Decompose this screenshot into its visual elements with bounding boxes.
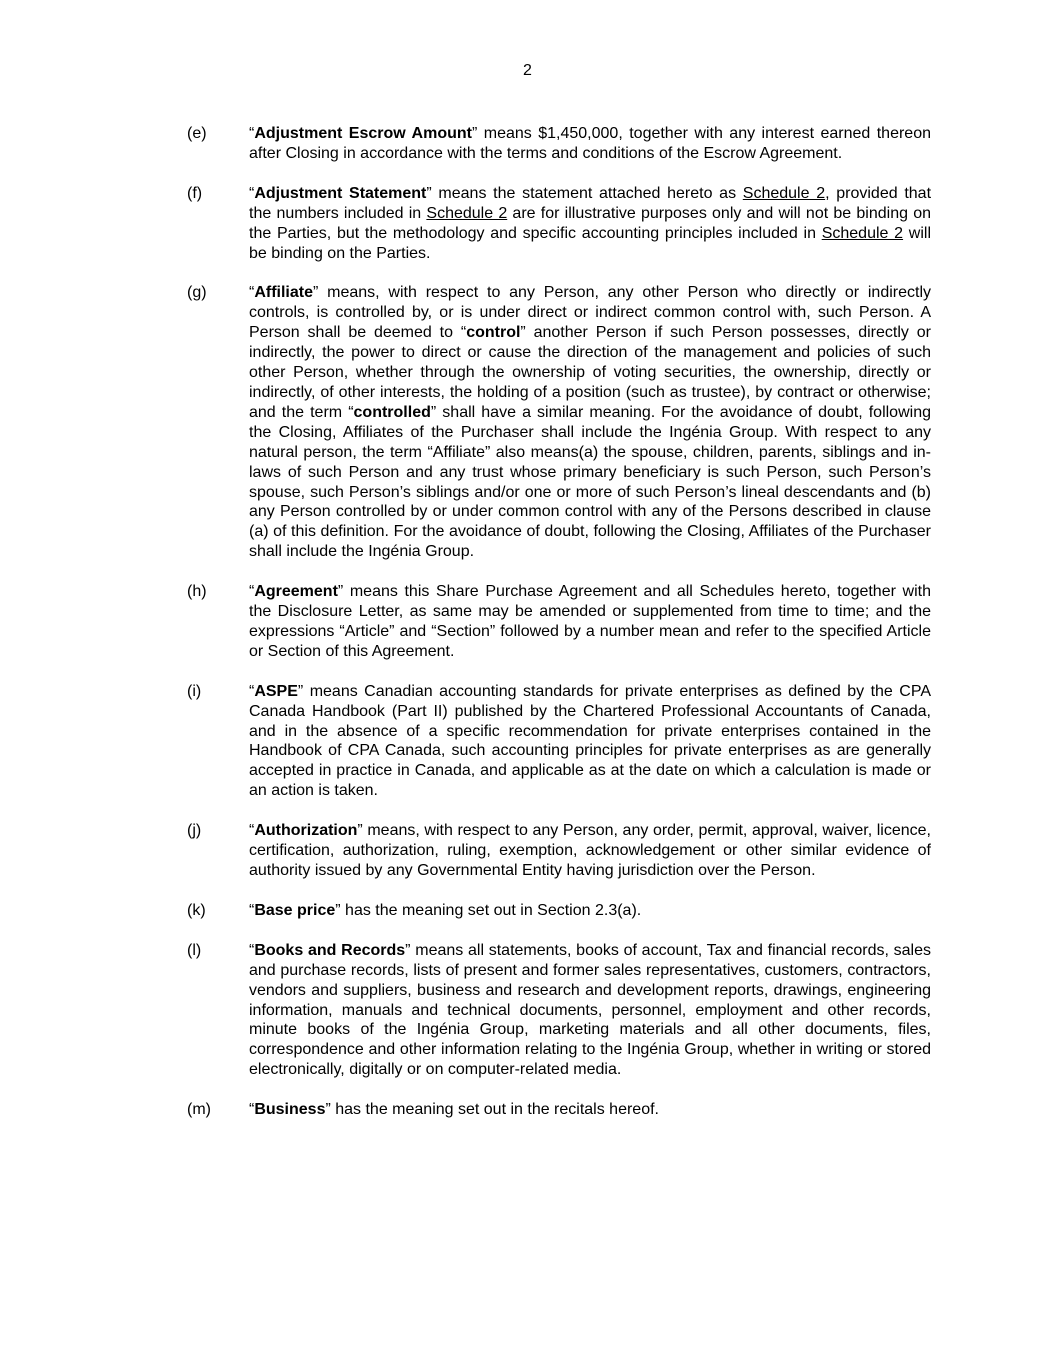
definition-segment: ” means this Share Purchase Agreement and all Schedules hereto, together with the Disclosure Letter, as same may be amended or supplemented from time to time; and the expressions “Article” and “Section” followed by a number mean and refer to the specified Article or Section of this Agreement. [249, 583, 931, 660]
definition-segment: “ [249, 184, 255, 202]
definition-segment: ” means, with respect to any Person, any other Person who directly or indirectly controls, is controlled by, or is under direct or indirect common control with, such Person. A Person shall be deemed to “ [249, 284, 931, 342]
definition-segment: “ [249, 682, 255, 700]
definition-text [249, 283, 931, 562]
definition-label: (j) [187, 822, 202, 840]
definition-label: (g) [187, 284, 207, 302]
defined-term: Affiliate [254, 284, 313, 302]
definition-segment: ” means, with respect to any Person, any order, permit, approval, waiver, licence, certification, authorization, ruling, exemption, acknowledgement or other similar evidence of authority issued by any Governmental Entity having jurisdiction over the Person. [249, 822, 931, 879]
definition-item [187, 1100, 931, 1120]
definition-text [249, 682, 931, 801]
definition-text [249, 821, 931, 881]
definition-segment: ” means the statement attached hereto as [426, 184, 743, 202]
definition-segment: ” shall have a similar meaning. For the avoidance of doubt, following the Closing, Affiliates of the Purchaser shall include the Ingénia Group. With respect to any natural person, the term “Affiliate” also means(a) the spouse, children, parents, siblings and in-laws of such Person and any trust whose primary beneficiary is such Person, such Person’s spouse, such Person’s siblings and/or one or more of such Person’s lineal descendants and (b) any Person controlled by or under common control with any of the Persons described in clause (a) of this definition. For the avoidance of doubt, following the Closing, Affiliates of the Purchaser shall include the Ingénia Group. [249, 403, 931, 561]
defined-term: Business [254, 1101, 326, 1119]
defined-term: Adjustment Escrow Amount [254, 125, 472, 142]
definition-item [187, 821, 931, 881]
page-number: 2 [523, 62, 532, 79]
definition-segment: “ [249, 822, 255, 840]
definition-segment: ” means Canadian accounting standards for private enterprises as defined by the CPA Canada Handbook (Part II) published by the Chartered Professional Accountants of Canada, and in the absence of a specific recommendation for private enterprises contained in the Handbook of CPA Canada, such accounting principles for private enterprises as are generally accepted in practice in Canada, and applicable as at the date on which a calculation is made or an action is taken. [249, 682, 931, 800]
definition-item [187, 901, 931, 921]
definition-label: (e) [187, 125, 207, 142]
defined-term: controlled [353, 403, 431, 421]
definition-item [187, 124, 931, 164]
definition-segment: “ [249, 901, 255, 919]
definition-label: (i) [187, 682, 202, 700]
definition-text [249, 901, 931, 921]
definition-segment: ” has the meaning set out in the recitals hereof. [325, 1101, 659, 1119]
schedule-reference: Schedule 2 [426, 204, 508, 222]
definition-segment: “ [249, 583, 255, 601]
definition-segment: will be binding on the Parties. [249, 224, 932, 262]
definitions-list [187, 124, 931, 1140]
definition-item [187, 682, 931, 801]
definition-label: (k) [187, 901, 206, 919]
definition-item [187, 184, 931, 264]
defined-term: Base price [254, 901, 336, 919]
definition-text [249, 184, 931, 264]
defined-term: Books and Records [254, 941, 406, 959]
definition-item [187, 582, 931, 662]
definition-item [187, 283, 931, 562]
definition-label: (f) [187, 184, 203, 202]
definition-label: (l) [187, 941, 202, 959]
definition-segment: ” means $1,450,000, together with any interest earned thereon after Closing in accordance with the terms and conditions of the Escrow Agreement. [249, 125, 931, 162]
definition-segment: “ [249, 941, 255, 959]
defined-term: control [466, 324, 521, 342]
schedule-reference: Schedule 2 [742, 184, 826, 202]
definition-segment: “ [249, 284, 255, 302]
defined-term: Adjustment Statement [254, 184, 427, 202]
defined-term: Authorization [254, 822, 358, 840]
defined-term: Agreement [254, 583, 338, 601]
defined-term: ASPE [254, 682, 298, 700]
definition-label: (m) [187, 1101, 211, 1119]
definition-label: (h) [187, 583, 207, 601]
definition-segment: “ [249, 125, 255, 142]
definition-segment: ” has the meaning set out in Section 2.3(a). [335, 901, 642, 919]
definition-segment: “ [249, 1101, 255, 1119]
definition-segment: are for illustrative purposes only and will not be binding on the Parties, but the methodology and specific accounting principles included in [249, 204, 931, 242]
definition-segment: ” means all statements, books of account, Tax and financial records, sales and purchase records, lists of present and former sales representatives, customers, contractors, vendors and suppliers, business and research and development reports, drawings, engineering information, manuals and technical documents, personnel, employment and other records, minute books of the Ingénia Group, marketing materials and all other documents, files, correspondence and other information relating to the Ingénia Group, whether in writing or stored electronically, digitally or on computer-related media. [249, 941, 931, 1079]
definition-segment: , provided that the numbers included in [249, 184, 932, 222]
definition-text [249, 124, 931, 164]
definition-segment: ” another Person if such Person possesses, directly or indirectly, the power to direct or cause the direction of the management and policies of such other Person, whether through the ownership of voting securities, the ownership, directly or indirectly, of other interests, the holding of a position (such as trustee), by contract or otherwise; and the term “ [249, 324, 931, 421]
definition-text [249, 582, 931, 662]
definition-text [249, 1100, 931, 1120]
definition-item [187, 941, 931, 1080]
schedule-reference: Schedule 2 [821, 224, 904, 242]
definition-text [249, 941, 931, 1080]
